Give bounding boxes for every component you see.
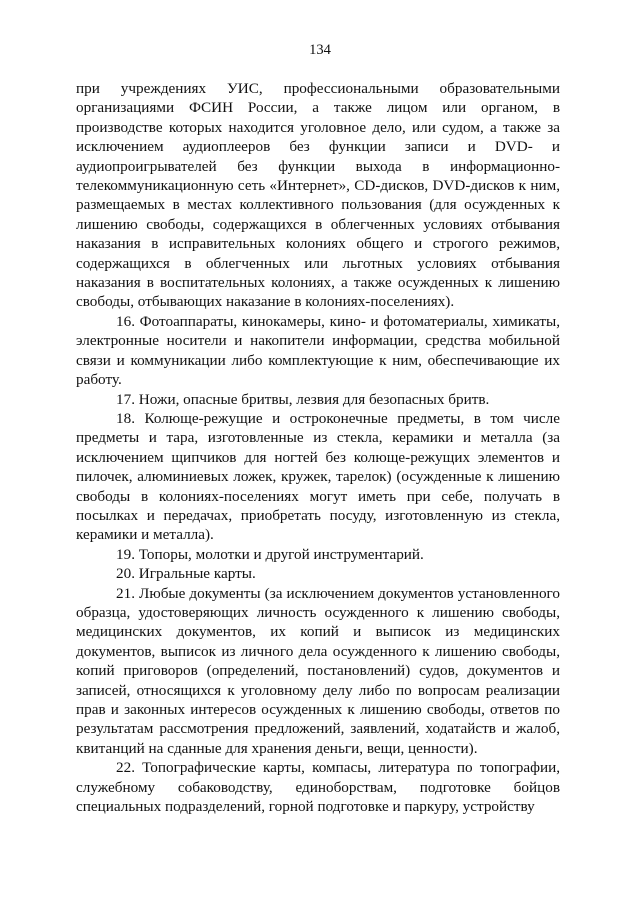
paragraph-item-17: 17. Ножи, опасные бритвы, лезвия для безопасных бритв. [116, 390, 490, 408]
page-number: 134 [309, 42, 331, 58]
document-body [76, 79, 560, 816]
paragraph-item-19: 19. Топоры, молотки и другой инструментарий. [116, 545, 424, 563]
paragraph-item-18: 18. Колюще-режущие и остроконечные предметы, в том числе предметы и тара, изготовленные из стекла, керамики и металла (за исключением щипчиков для ногтей без колюще-режущих элементов и пилочек, алюминиевых ложек, кружек, тарелок) (осужденные к лишению свободы в колониях-поселениях могут иметь при себе, получать в посылках и передачах, приобретать посуду, изготовленную из стекла, керамики и металла). [76, 409, 560, 544]
paragraph-item-20: 20. Игральные карты. [116, 565, 256, 583]
paragraph-item-22: 22. Топографические карты, компасы, литература по топографии, служебному собаководству, единоборствам, подготовке бойцов специальных подразделений, горной подготовке и паркуру, устройству [76, 759, 560, 816]
paragraph-item-21: 21. Любые документы (за исключением документов установленного образца, удостоверяющих личность осужденного к лишению свободы, медицинских документов, их копий и выписок из медицинских документов, выписок из личного дела осужденного к лишению свободы, копий приговоров (определений, постановлений) судов, документов и записей, относящихся к уголовному делу либо по вопросам реализации прав и законных интересов осужденных к лишению свободы, ответов по результатам рассмотрения предложений, заявлений, ходатайств и жалоб, квитанций на сданные для хранения деньги, вещи, ценности). [76, 584, 560, 757]
paragraph-continuation: при учреждениях УИС, профессиональными образовательными организациями ФСИН России, а также лицом или органом, в производстве которых находится уголовное дело, или судом, а также за исключением аудиоплееров без функции записи и DVD- и аудиопроигрывателей без функции выхода в информационно-телекоммуникационную сеть «Интернет», CD-дисков, DVD-дисков к ним, размещаемых в местах коллективного пользования (для осужденных к лишению свободы, содержащихся в облегченных условиях отбывания наказания в исправительных колониях общего и строгого режимов, содержащихся в облегченных или льготных условиях отбывания наказания в воспитательных колониях, а также осужденных к лишению свободы, отбывающих наказание в колониях-поселениях). [76, 80, 560, 311]
paragraph-item-16: 16. Фотоаппараты, кинокамеры, кино- и фотоматериалы, химикаты, электронные носители и накопители информации, средства мобильной связи и коммуникации либо комплектующие к ним, обеспечивающие их работу. [76, 312, 560, 389]
